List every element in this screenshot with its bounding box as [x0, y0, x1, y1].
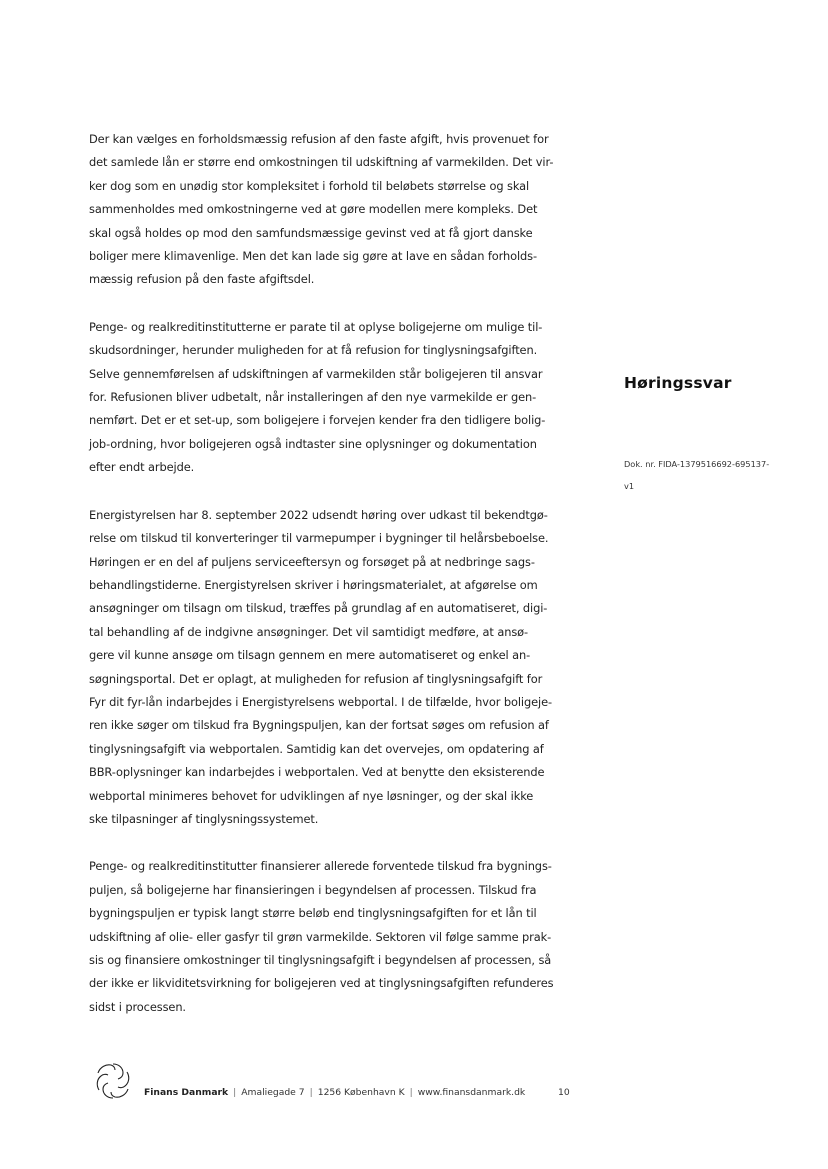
text-line: behandlingstiderne. Energistyrelsen skriver i høringsmaterialet, at afgørelse om: [89, 577, 538, 592]
text-line: ren ikke søger om tilskud fra Bygningspuljen, kan der fortsat søges om refusion af: [89, 718, 549, 733]
text-line: Energistyrelsen har 8. september 2022 udsendt høring over udkast til bekendtgø-: [89, 507, 548, 522]
text-line: skal også holdes op mod den samfundsmæssige gevinst ved at få gjort danske: [89, 225, 533, 240]
text-line: der ikke er likviditetsvirkning for boligejeren ved at tinglysningsafgiften refunderes: [89, 976, 554, 991]
text-line: sidst i processen.: [89, 999, 186, 1014]
text-line: efter endt arbejde.: [89, 460, 195, 475]
text-line: puljen, så boligejerne har finansieringen i begyndelsen af processen. Tilskud fra: [89, 882, 537, 897]
page-number: 10: [558, 1087, 570, 1098]
text-line: webportal minimeres behovet for udviklingen af nye løsninger, og der skal ikke: [89, 788, 534, 803]
document-number-line: Dok. nr. FIDA-1379516692-695137-: [624, 459, 770, 469]
text-line: sis og finansiere omkostninger til tinglysningsafgift i begyndelsen af processen, så: [89, 953, 552, 967]
text-line: gere vil kunne ansøge om tilsagn gennem en mere automatiseret og enkel an-: [89, 648, 531, 663]
text-line: ker dog som en unødig stor kompleksitet i forhold til beløbets størrelse og skal: [89, 178, 530, 193]
paragraph-institutions-finance: [89, 855, 569, 1019]
document-number: [624, 453, 794, 497]
text-line: tinglysningsafgift via webportalen. Samtidig kan det overvejes, om opdatering af: [89, 741, 544, 756]
text-line: Høringen er en del af puljens serviceeftersyn og forsøget på at nedbringe sags-: [89, 554, 535, 569]
text-line: Selve gennemførelsen af udskiftningen af varmekilden står boligejeren til ansvar: [89, 366, 543, 381]
finans-danmark-logo-icon: [92, 1060, 134, 1102]
main-content: [89, 128, 569, 1043]
text-line: relse om tilskud til konverteringer til varmepumper i bygninger til helårsbeboelse.: [89, 531, 549, 546]
document-type-title: Høringssvar: [624, 374, 732, 392]
text-line: job-ordning, hvor boligejeren også indtaster sine oplysninger og dokumentation: [89, 436, 537, 451]
page-footer: [92, 1060, 692, 1108]
text-line: det samlede lån er større end omkostningen til udskiftning af varmekilden. Det vir-: [89, 155, 554, 170]
footer-brand: Finans Danmark: [144, 1087, 229, 1098]
text-line: sammenholdes med omkostningerne ved at gøre modellen mere kompleks. Det: [89, 202, 538, 217]
sidebar: [624, 374, 804, 491]
paragraph-institutions-inform: [89, 316, 569, 480]
text-line: Der kan vælges en forholdsmæssig refusion af den faste afgift, hvis provenuet for: [89, 132, 549, 146]
footer-website[interactable]: www.finansdanmark.dk: [417, 1087, 526, 1098]
paragraph-energistyrelsen-hearing: [89, 504, 569, 832]
text-line: Fyr dit fyr-lån indarbejdes i Energistyrelsens webportal. I de tilfælde, hvor boligeje-: [89, 694, 553, 709]
footer-separator: |: [233, 1087, 237, 1098]
text-line: Penge- og realkreditinstitutterne er parate til at oplyse boligejerne om mulige til-: [89, 319, 543, 334]
text-line: for. Refusionen bliver udbetalt, når installeringen af den nye varmekilde er gen-: [89, 390, 537, 405]
text-line: boliger mere klimavenlige. Men det kan lade sig gøre at lave en sådan forholds-: [89, 249, 538, 264]
footer-separator: |: [409, 1087, 413, 1098]
text-line: nemført. Det er et set-up, som boligejere i forvejen kender fra den tidligere bolig-: [89, 413, 546, 428]
text-line: BBR-oplysninger kan indarbejdes i webportalen. Ved at benytte den eksisterende: [89, 765, 545, 780]
text-line: skudsordninger, herunder muligheden for at få refusion for tinglysningsafgiften.: [89, 343, 538, 358]
text-line: udskiftning af olie- eller gasfyr til grøn varmekilde. Sektoren vil følge samme prak-: [89, 929, 552, 944]
text-line: ansøgninger om tilsagn om tilskud, træffes på grundlag af en automatiseret, digi-: [89, 601, 548, 616]
text-line: ske tilpasninger af tinglysningssystemet.: [89, 811, 319, 826]
footer-city: 1256 København K: [317, 1087, 405, 1098]
paragraph-partial-refusion: [89, 128, 569, 292]
document-number-version: v1: [624, 481, 635, 491]
text-line: mæssig refusion på den faste afgiftsdel.: [89, 272, 315, 287]
text-line: Penge- og realkreditinstitutter finansierer allerede forventede tilskud fra bygnings-: [89, 859, 552, 874]
text-line: tal behandling af de indgivne ansøgninger. Det vil samtidigt medføre, at ansø-: [89, 624, 529, 639]
footer-separator: |: [309, 1087, 313, 1098]
text-line: bygningspuljen er typisk langt større beløb end tinglysningsafgiften for et lån til: [89, 906, 537, 921]
text-line: søgningsportal. Det er oplagt, at muligheden for refusion af tinglysningsafgift for: [89, 671, 543, 686]
footer-address: Amaliegade 7: [241, 1087, 305, 1098]
footer-contact: [144, 1087, 525, 1098]
